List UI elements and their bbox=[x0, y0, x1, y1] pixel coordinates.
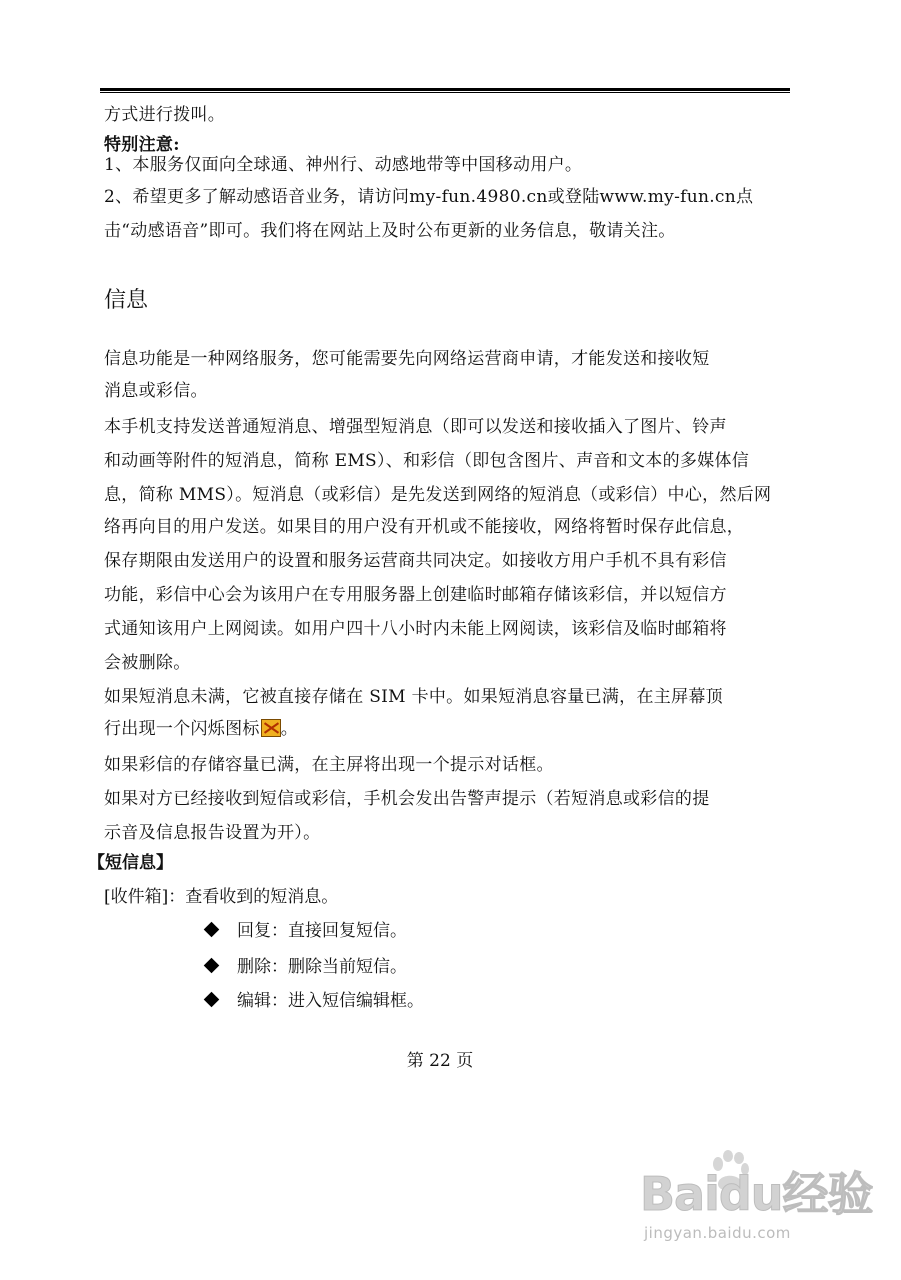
message-icon bbox=[261, 719, 281, 737]
body-line: 信息功能是一种网络服务，您可能需要先向网络运营商申请，才能发送和接收短 bbox=[104, 349, 710, 369]
baidu-jingyan-watermark bbox=[640, 1150, 880, 1260]
option-label: 编辑：进入短信编辑框。 bbox=[237, 991, 424, 1011]
body-text: 。 bbox=[280, 719, 299, 739]
special-note-heading: 特别注意: bbox=[104, 135, 180, 155]
diamond-bullet-icon bbox=[204, 922, 220, 938]
watermark-logo-text: Baidu经验 bbox=[640, 1167, 873, 1221]
body-line: 会被删除。 bbox=[104, 653, 191, 673]
note-item-1: 1、本服务仅面向全球通、神州行、动感地带等中国移动用户。 bbox=[104, 155, 583, 175]
body-line: 如果对方已经接收到短信或彩信，手机会发出告警声提示（若短消息或彩信的提 bbox=[104, 789, 710, 809]
option-label: 回复：直接回复短信。 bbox=[237, 921, 407, 941]
body-line-with-icon bbox=[104, 712, 794, 746]
watermark-url: jingyan.baidu.com bbox=[644, 1224, 791, 1242]
body-line: 功能，彩信中心会为该用户在专用服务器上创建临时邮箱存储该彩信，并以短信方 bbox=[104, 585, 727, 605]
body-line: 如果短消息未满，它被直接存储在 SIM 卡中。如果短消息容量已满，在主屏幕顶 bbox=[104, 687, 723, 707]
option-item bbox=[202, 914, 407, 948]
option-item bbox=[202, 950, 407, 984]
diamond-bullet-icon bbox=[204, 958, 220, 974]
section-title: 信息 bbox=[104, 288, 149, 313]
body-text: 行出现一个闪烁图标 bbox=[104, 719, 260, 739]
diamond-bullet-icon bbox=[204, 992, 220, 1008]
body-line: 保存期限由发送用户的设置和服务运营商共同决定。如接收方用户手机不具有彩信 bbox=[104, 551, 727, 571]
option-item bbox=[202, 984, 424, 1018]
note-item-2-cont: 击“动感语音”即可。我们将在网站上及时公布更新的业务信息，敬请关注。 bbox=[104, 221, 676, 241]
sms-heading: 【短信息】 bbox=[88, 853, 173, 873]
inbox-description: [收件箱]：查看收到的短消息。 bbox=[104, 887, 339, 907]
body-line: 如果彩信的存储容量已满，在主屏将出现一个提示对话框。 bbox=[104, 755, 554, 775]
body-line: 息，简称 MMS）。短消息（或彩信）是先发送到网络的短消息（或彩信）中心，然后网 bbox=[104, 485, 772, 505]
text-line: 方式进行拨叫。 bbox=[104, 105, 226, 125]
body-line: 和动画等附件的短消息，简称 EMS）、和彩信（即包含图片、声音和文本的多媒体信 bbox=[104, 451, 750, 471]
body-line: 式通知该用户上网阅读。如用户四十八小时内未能上网阅读，该彩信及临时邮箱将 bbox=[104, 619, 727, 639]
body-line: 示音及信息报告设置为开）。 bbox=[104, 823, 321, 843]
body-line: 本手机支持发送普通短消息、增强型短消息（即可以发送和接收插入了图片、铃声 bbox=[104, 417, 727, 437]
option-label: 删除：删除当前短信。 bbox=[237, 957, 407, 977]
note-item-2: 2、希望更多了解动感语音业务，请访问my-fun.4980.cn或登陆www.my-fun.cn点 bbox=[104, 187, 754, 207]
body-line: 络再向目的用户发送。如果目的用户没有开机或不能接收，网络将暂时保存此信息， bbox=[104, 517, 745, 537]
body-line: 消息或彩信。 bbox=[104, 381, 208, 401]
page-number: 第 22 页 bbox=[406, 1051, 474, 1071]
header-rule bbox=[100, 88, 790, 93]
